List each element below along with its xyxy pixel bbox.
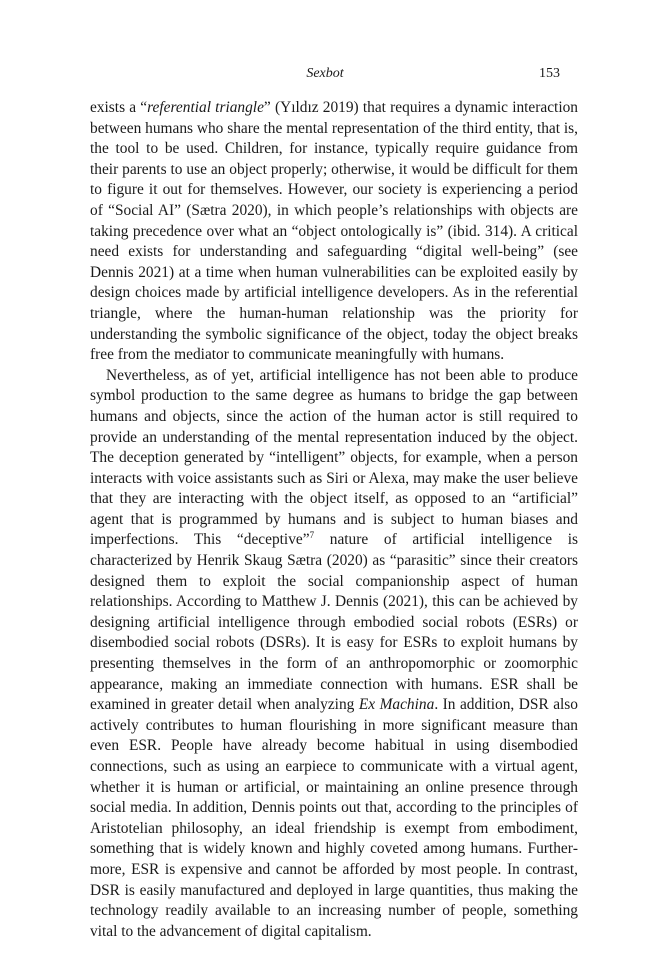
body-text	[90, 98, 578, 942]
paragraph-text: Nevertheless, as of yet, artificial intelligence has not been able to produce symbol production to the same degree as humans to bridge the gap between humans and objects, since the action of the human actor is still required to provide an understanding of the mental representation induced by the object. The deception generated by “intelligent” objects, for example, when a person interacts with voice assistants such as Siri or Alexa, may make the user believe that they are interacting with the object itself, as opposed to an “artificial” agent that is programmed by humans and is subject to human biases and imperfections. This “deceptive”	[90, 366, 578, 549]
paragraph-1	[90, 98, 578, 366]
running-title: Sexbot	[306, 66, 344, 81]
paragraph-text: exists a “	[90, 99, 148, 116]
paragraph-text: ” (Yıldız 2019) that requires a dynamic interaction between humans who share the mental representation of the third entity, that is, the tool to be used. Children, for instance, typically require guidance from their parents to use an object properly; otherwise, it would be difficult for them to figure it out for themselves. However, our society is experiencing a period of “Social AI” (Sætra 2020), in which people’s relationships with objects are taking precedence over what an “object ontologically is” (ibid. 314). A critical need exists for understanding and safeguarding “digital well-being” (see Dennis 2021) at a time when human vulnerabilities can be exploited easily by design choices made by artificial intelligence developers. As in the referential triangle, where the human-human relationship was the priority for understanding the symbolic significance of the object, today the object breaks free from the mediator to communicate meaningfully with humans.	[90, 99, 578, 364]
paragraph-text: . In addition, DSR also actively contributes to human flourishing in more significant measure than even ESR. People have already become habitual in using disembodied connections, such as using an earpiece to communicate with a virtual agent, whether it is human or artificial, or maintaining an online presence through social media. In addition, Dennis points out that, according to the principles of Aristotelian philosophy, an ideal friendship is exempt from embodiment, something that is widely known and highly coveted among humans. Furthermore, ESR is expensive and cannot be afforded by most people. In contrast, DSR is easily manufactured and deployed in large quantities, thus making the technology readily available to an increasing number of people, something vital to the advancement of digital capitalism.	[90, 696, 578, 940]
paragraph-text: nature of artificial intelligence is characterized by Henrik Skaug Sætra (2020) as “parasitic” since their creators designed them to exploit the social companionship aspect of human relationships. According to Matthew J. Dennis (2021), this can be achieved by designing artificial intelligence through embodied social robots (ESRs) or disembodied social robots (DSRs). It is easy for ESRs to exploit humans by presenting themselves in the form of an anthropomorphic or zoomorphic appearance, making an immediate connection with humans. ESR shall be examined in greater detail when analyzing	[90, 531, 578, 714]
footnote-marker[interactable]: 7	[309, 530, 315, 541]
paragraph-2	[90, 366, 578, 943]
page-number: 153	[539, 66, 560, 81]
italic-term: referential triangle	[147, 99, 264, 116]
italic-title: Ex Machina	[358, 696, 435, 714]
running-head	[0, 66, 650, 86]
